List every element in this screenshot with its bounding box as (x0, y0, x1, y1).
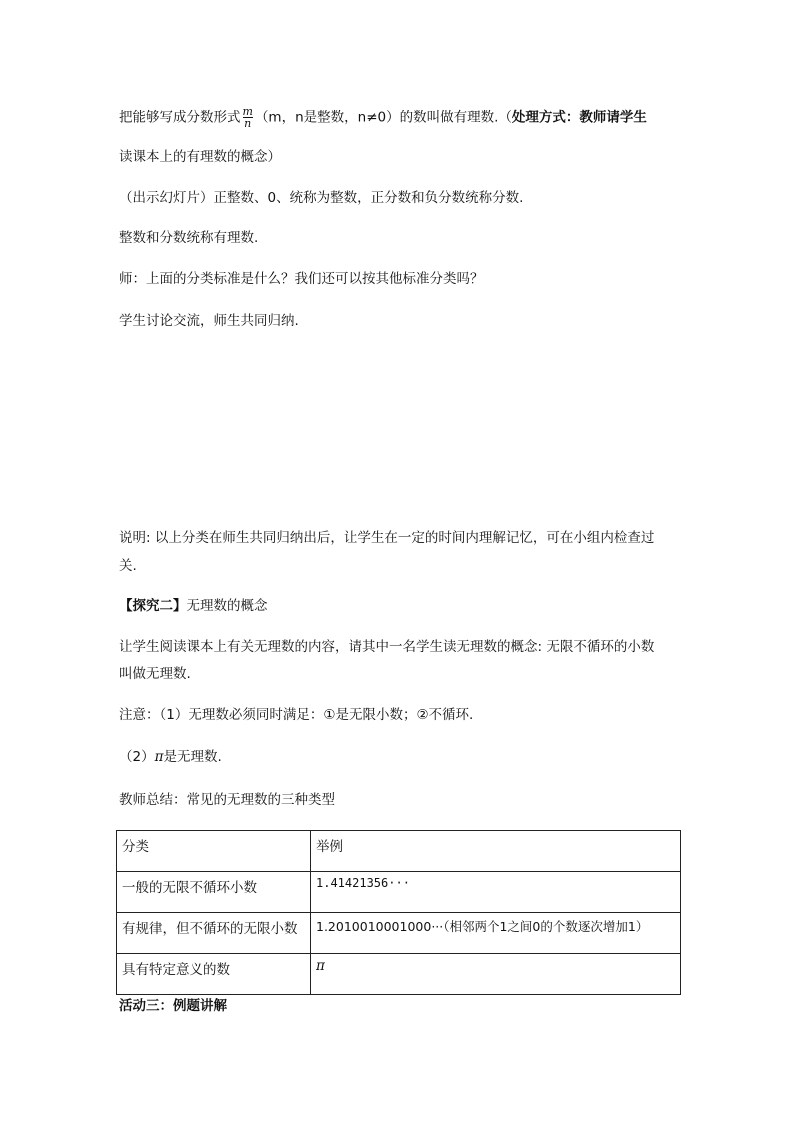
paragraph-teacher-summary: 教师总结：常见的无理数的三种类型 (119, 792, 335, 808)
method-text: 教师请学生 (579, 109, 647, 126)
paragraph-note-conditions: 注意：（1）无理数必须同时满足：①是无限小数；②不循环. (119, 707, 474, 723)
table-row (117, 872, 681, 913)
fraction-denominator: n (244, 117, 252, 130)
paragraph-slide: （出示幻灯片）正整数、0、统称为整数，正分数和负分数统称分数. (119, 190, 524, 206)
paragraph-pi (119, 747, 679, 767)
explore2-title: 无理数的概念 (186, 598, 268, 614)
method-label: 处理方式： (511, 109, 580, 126)
table-header-row (117, 831, 681, 872)
explore2-label: 【探究二】 (119, 598, 187, 614)
pi-prefix: （2） (119, 749, 155, 765)
rational-definition-line2: 读课本上的有理数的概念） (119, 149, 281, 165)
irrational-intro-line2: 叫做无理数. (119, 666, 191, 682)
rational-definition-line1 (119, 106, 679, 129)
irrational-intro-line1: 让学生阅读课本上有关无理数的内容，请其中一名学生读无理数的概念: 无限不循环的小数 (119, 639, 655, 655)
table-cell: 具有特定意义的数 (117, 954, 311, 995)
fraction-numerator: m (242, 105, 253, 118)
note-line1: 说明: 以上分类在师生共同归纳出后，让学生在一定的时间内理解记忆，可在小组内检查过 (119, 530, 655, 546)
definition-text: 把能够写成分数形式 (119, 109, 241, 126)
pi-symbol: π (154, 749, 164, 765)
table-row (117, 913, 681, 954)
table-cell: 1.2010010001000···（相邻两个1之间0的个数逐次增加1） (311, 913, 681, 954)
paragraph-rational-summary: 整数和分数统称有理数. (119, 230, 259, 246)
explore2-heading (119, 596, 679, 616)
table-cell: 有规律，但不循环的无限小数 (117, 913, 311, 954)
note-line2: 关. (119, 558, 137, 574)
table-cell: 一般的无限不循环小数 (117, 872, 311, 913)
table-row (117, 954, 681, 995)
table-cell: 1.41421356··· (311, 872, 681, 913)
activity3-heading: 活动三：例题讲解 (119, 998, 227, 1014)
pi-suffix: 是无理数. (163, 749, 222, 765)
table-header-cell: 分类 (117, 831, 311, 872)
irrational-types-table (116, 830, 681, 995)
definition-text-cont: （m，n是整数，n≠0）的数叫做有理数.（ (254, 109, 512, 126)
table-header-cell: 举例 (311, 831, 681, 872)
paragraph-discussion: 学生讨论交流，师生共同归纳. (119, 313, 299, 329)
table-cell: π (311, 954, 681, 995)
paragraph-teacher-question: 师：上面的分类标准是什么？我们还可以按其他标准分类吗？ (119, 271, 484, 287)
fraction-m-over-n (243, 106, 253, 129)
